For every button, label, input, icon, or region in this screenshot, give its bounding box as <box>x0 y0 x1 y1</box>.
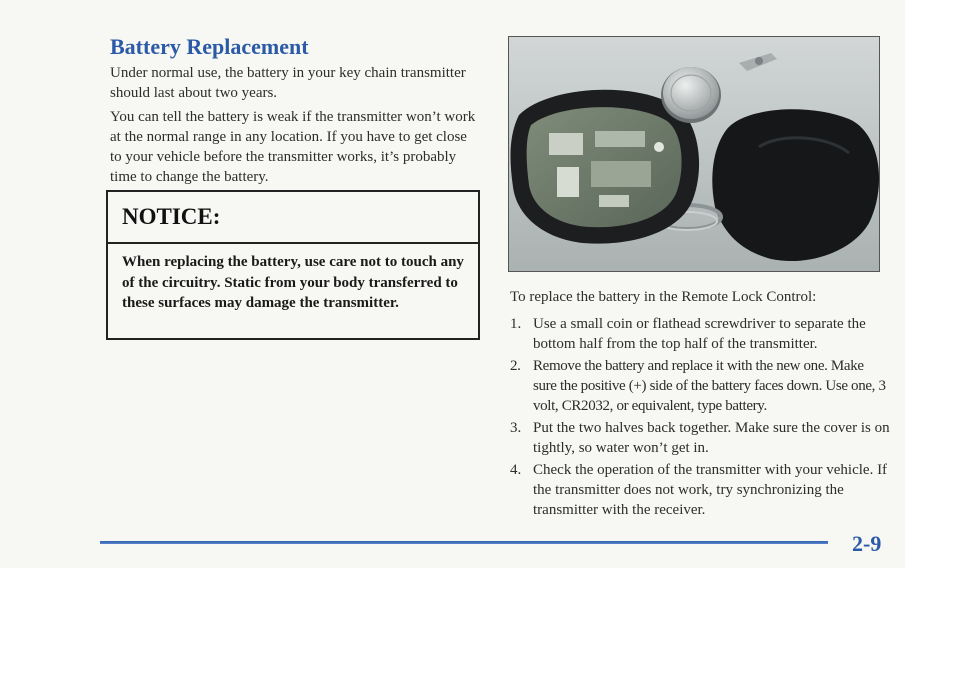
list-item <box>510 460 890 520</box>
step-number: 1. <box>510 316 522 332</box>
list-item <box>510 356 890 418</box>
notice-text: When replacing the battery, use care not to touch any of the circuitry. Static from your body transferred to these surfaces may damage the transmitter. <box>122 254 464 311</box>
paragraph-battery-life: Under normal use, the battery in your key chain transmitter should last about two years. <box>110 65 466 101</box>
list-item <box>510 314 890 356</box>
notice-title: NOTICE: <box>108 192 478 244</box>
step-number: 2. <box>510 358 521 374</box>
instructions-intro: To replace the battery in the Remote Lock Control: <box>510 289 817 305</box>
transmitter-illustration <box>509 37 880 272</box>
step-number: 3. <box>510 420 522 436</box>
step-text: Put the two halves back together. Make sure the cover is on tightly, so water won’t get in. <box>533 420 890 456</box>
list-item <box>510 418 890 460</box>
section-title: Battery Replacement <box>110 34 309 59</box>
step-text: Check the operation of the transmitter with your vehicle. If the transmitter does not work, try synchronizing the transmitter with the receiver. <box>533 462 888 518</box>
step-text: Remove the battery and replace it with the new one. Make sure the positive (+) side of the battery faces down. Use one, 3 volt, CR2032, or equivalent, type battery. <box>533 358 886 414</box>
step-text: Use a small coin or flathead screwdriver to separate the bottom half from the top half of the transmitter. <box>533 316 866 352</box>
transmitter-top-half <box>712 109 879 261</box>
transmitter-photo <box>508 36 880 272</box>
paragraph-weak-battery: You can tell the battery is weak if the transmitter won’t work at the normal range in any location. If you have to get close to your vehicle before the transmitter works, it’s probably time to change the battery. <box>110 109 476 185</box>
footer-rule <box>100 541 828 544</box>
instruction-steps <box>510 314 890 520</box>
notice-box <box>106 190 480 340</box>
step-number: 4. <box>510 462 522 478</box>
page-number: 2-9 <box>852 531 882 556</box>
